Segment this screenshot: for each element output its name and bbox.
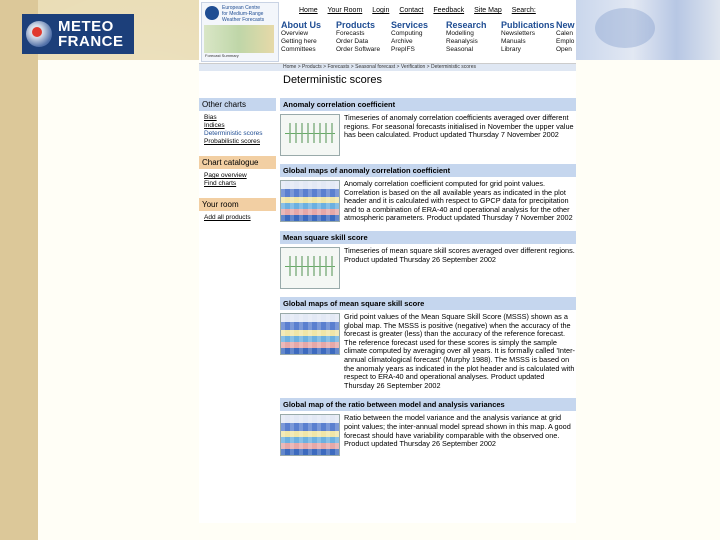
decorative-header-image	[575, 0, 720, 60]
menu-about-us	[281, 20, 336, 54]
section-title[interactable]: Global map of the ratio between model and analysis variances	[280, 398, 576, 411]
main-content	[280, 98, 576, 464]
world-map-icon	[204, 25, 274, 53]
menu-head-about-us[interactable]: About Us	[281, 20, 321, 30]
sidebar-heading: Other charts	[199, 98, 276, 111]
menu-item[interactable]: Newsletters	[501, 30, 535, 37]
section-anomaly-correlation	[280, 98, 576, 156]
sidebar-link-add-all-products[interactable]: Add all products	[204, 214, 251, 221]
section-description: Timeseries of mean square skill scores averaged over different regions. Product updated Thursday 26 September 2002	[344, 245, 575, 264]
menu-item[interactable]: Reanalysis	[446, 38, 478, 45]
section-description: Anomaly correlation coefficient computed for grid point values. Correlation is based on the all available years as indicated in the plot header and it is calculated with respect to GPCP data for precipitation and to a combination of ERA-40 and operational analysis for the other atmospheric parameters. Product updated Thursday 7 November 2002	[344, 179, 573, 223]
menu-head-publications[interactable]: Publications	[501, 20, 555, 30]
global-map-thumbnail-icon[interactable]	[280, 414, 340, 456]
section-title[interactable]: Global maps of mean square skill score	[280, 297, 576, 310]
top-navigation	[299, 7, 544, 14]
section-title[interactable]: Mean square skill score	[280, 231, 576, 244]
menu-item[interactable]: Seasonal	[446, 46, 474, 53]
ecmwf-emblem-icon	[205, 6, 219, 20]
section-mean-square-skill	[280, 231, 576, 289]
menu-item[interactable]: Order Software	[336, 46, 381, 53]
menu-item[interactable]: Order Data	[336, 38, 369, 45]
menu-item[interactable]: Overview	[281, 30, 309, 37]
sidebar-group-your-room	[199, 198, 276, 222]
sidebar-link-indices[interactable]: Indices	[204, 122, 225, 129]
page-title: Deterministic scores	[283, 74, 383, 86]
menu-head-research[interactable]: Research	[446, 20, 487, 30]
slide-left-strip	[0, 0, 38, 540]
ecmwf-name-line1: European Centre	[222, 5, 261, 11]
breadcrumb[interactable]: Home > Products > Forecasts > Seasonal forecast > Verification > Deterministic scores	[199, 64, 576, 71]
ecmwf-logo[interactable]	[201, 2, 279, 62]
global-map-thumbnail-icon[interactable]	[280, 180, 340, 222]
main-menu	[281, 20, 576, 54]
section-description: Grid point values of the Mean Square Skill Score (MSSS) shown as a global map. The MSSS is positive (negative) when the accuracy of the forecast is greater (less) than the accuracy of the reference forecast. The reference forecast used for these scores is simply the sample climate computed by averaging over all years. It is formally called 'Inter-annual climatological forecast' (Murphy 1988). The MSSS is based on the anomaly years as indicated in the plot header and is calculated with respect to ERA-40 and operational analyses. Product updated Thursday 26 September 2002	[344, 311, 575, 390]
logo-line2: FRANCE	[58, 33, 124, 50]
sidebar-link-page-overview[interactable]: Page overview	[204, 172, 247, 179]
sidebar-link-probabilistic-scores[interactable]: Probabilistic scores	[204, 138, 260, 145]
global-map-thumbnail-icon[interactable]	[280, 313, 340, 355]
menu-item[interactable]: PrepIFS	[391, 46, 415, 53]
menu-head-products[interactable]: Products	[336, 20, 376, 30]
section-description: Ratio between the model variance and the analysis variance at grid point values; the inter-annual model spread shown in this map. A good forecast should have variability comparable with the observed one. Product updated Thursday 26 September 2002	[344, 413, 571, 449]
nav-login[interactable]: Login	[372, 7, 390, 14]
menu-products	[336, 20, 391, 54]
nav-site-map[interactable]: Site Map	[474, 7, 502, 14]
menu-item[interactable]: Getting here	[281, 38, 317, 45]
ecmwf-webpage-screenshot	[199, 0, 576, 523]
nav-search[interactable]: Search:	[511, 7, 536, 14]
nav-feedback[interactable]: Feedback	[433, 7, 465, 14]
nav-home[interactable]: Home	[299, 7, 318, 14]
menu-services	[391, 20, 446, 54]
ecmwf-name-line2: for Medium-Range	[222, 11, 264, 17]
menu-item[interactable]: Library	[501, 46, 521, 53]
sidebar-link-find-charts[interactable]: Find charts	[204, 180, 237, 187]
menu-item[interactable]: Calen	[556, 30, 573, 37]
menu-head-services[interactable]: Services	[391, 20, 429, 30]
meteo-france-logo	[22, 14, 134, 54]
site-header	[199, 0, 576, 64]
menu-item[interactable]: Committees	[281, 46, 316, 53]
nav-your-room[interactable]: Your Room	[327, 7, 363, 14]
menu-new	[556, 20, 576, 54]
timeseries-thumbnail-icon[interactable]	[280, 247, 340, 289]
menu-item[interactable]: Emplo	[556, 38, 575, 45]
nav-contact[interactable]: Contact	[399, 7, 424, 14]
logo-line1: METEO	[58, 18, 114, 35]
ecmwf-name-line3: Weather Forecasts	[222, 17, 265, 23]
section-description: Timeseries of anomaly correlation coefficients averaged over different regions. For seasonal forecasts initialised in November the upper value has been calculated. Product updated Thursday 7 November 2002	[344, 113, 574, 140]
menu-research	[446, 20, 501, 54]
menu-item[interactable]: Computing	[391, 30, 423, 37]
section-global-maps-acc	[280, 164, 576, 223]
menu-head-new[interactable]: New	[556, 20, 575, 30]
section-title[interactable]: Global maps of anomaly correlation coefficient	[280, 164, 576, 177]
sidebar-heading: Your room	[199, 198, 276, 211]
menu-item[interactable]: Forecasts	[336, 30, 365, 37]
sidebar-group-other-charts	[199, 98, 276, 146]
sidebar-link-deterministic-scores[interactable]: Deterministic scores	[204, 130, 263, 137]
sidebar-link-bias[interactable]: Bias	[204, 114, 217, 121]
sidebar	[199, 98, 276, 232]
sidebar-group-chart-catalogue	[199, 156, 276, 188]
section-variance-ratio	[280, 398, 576, 456]
menu-item[interactable]: Manuals	[501, 38, 526, 45]
sidebar-heading: Chart catalogue	[199, 156, 276, 169]
section-global-maps-msss	[280, 297, 576, 390]
menu-item[interactable]: Modelling	[446, 30, 474, 37]
menu-item[interactable]: Archive	[391, 38, 413, 45]
menu-item[interactable]: Open	[556, 46, 572, 53]
timeseries-thumbnail-icon[interactable]	[280, 114, 340, 156]
menu-publications	[501, 20, 556, 54]
ecmwf-logo-footer: Forecast Summary	[205, 53, 239, 58]
globe-icon	[26, 21, 52, 47]
section-title[interactable]: Anomaly correlation coefficient	[280, 98, 576, 111]
